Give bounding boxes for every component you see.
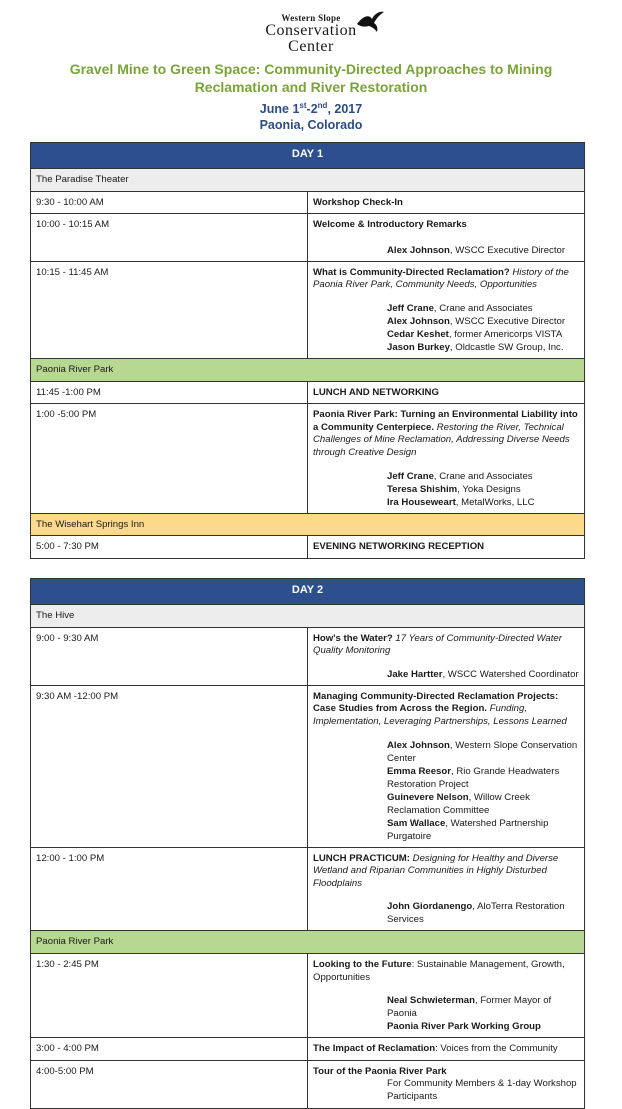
session-cell (308, 381, 585, 404)
org-name-line1: Western Slope (281, 13, 341, 23)
session-cell (308, 627, 585, 685)
day2-header: DAY 2 (31, 579, 585, 605)
table-row (31, 1038, 585, 1061)
venue-row: The Paradise Theater (31, 169, 585, 192)
time-cell: 11:45 -1:00 PM (31, 381, 308, 404)
session-title: Tour of the Paonia River Park (313, 1065, 447, 1077)
time-cell: 5:00 - 7:30 PM (31, 536, 308, 559)
day1-schedule-table (30, 142, 585, 559)
table-row (31, 191, 585, 214)
time-cell: 1:30 - 2:45 PM (31, 953, 308, 1037)
session-cell (308, 847, 585, 931)
table-row (31, 404, 585, 513)
speaker: Cedar Keshet, former Americorps VISTA (387, 328, 563, 340)
session-title: LUNCH PRACTICUM: (313, 852, 410, 864)
venue-row: The Hive (31, 605, 585, 628)
venue-row: Paonia River Park (31, 931, 585, 954)
table-row (31, 953, 585, 1037)
time-cell: 1:00 -5:00 PM (31, 404, 308, 513)
speaker-list (313, 900, 579, 926)
speaker-list (313, 302, 579, 354)
speaker: Sam Wallace, Watershed Partnership Purgatoire (387, 817, 549, 842)
session-cell (308, 536, 585, 559)
speaker-list (313, 244, 579, 257)
time-cell: 4:00-5:00 PM (31, 1060, 308, 1108)
speaker: Neal Schwieterman, Former Mayor of Paonia (387, 995, 552, 1020)
table-row (31, 214, 585, 262)
table-row (31, 261, 585, 358)
day2-schedule-table (30, 578, 585, 1109)
table-row (31, 1060, 585, 1108)
session-cell (308, 953, 585, 1037)
time-cell: 9:00 - 9:30 AM (31, 627, 308, 685)
table-row (31, 381, 585, 404)
session-description: History of the Paonia River Park, Community Needs, Opportunities (313, 266, 569, 291)
session-cell (308, 404, 585, 513)
session-title: EVENING NETWORKING RECEPTION (313, 541, 485, 553)
speaker: Ira Houseweart, MetalWorks, LLC (387, 496, 535, 508)
venue-row: Paonia River Park (31, 358, 585, 381)
session-title: Looking to the Future (313, 958, 412, 970)
session-cell (308, 214, 585, 262)
org-name-line3: Center (288, 38, 334, 55)
day1-header: DAY 1 (31, 143, 585, 169)
session-cell (308, 685, 585, 847)
org-logo (0, 6, 622, 56)
speaker: Alex Johnson, Western Slope Conservation Center (387, 739, 578, 764)
session-description: Designing for Healthy and Diverse Wetland and Riparian Communities in Highly Disturbed Floodplains (313, 852, 559, 889)
speaker: Teresa Shishim, Yoka Designs (387, 483, 521, 495)
speaker-list (313, 470, 579, 509)
date-line: June 1st-2nd, 2017 (259, 101, 363, 117)
speaker: Jeff Crane, Crane and Associates (387, 302, 533, 314)
session-title: LUNCH AND NETWORKING (313, 386, 439, 398)
time-cell: 9:30 - 10:00 AM (31, 191, 308, 214)
session-description: Funding, Implementation, Leveraging Partnerships, Lessons Learned (313, 703, 567, 727)
table-row (31, 536, 585, 559)
location-line: Paonia, Colorado (259, 118, 363, 133)
session-note: For Community Members & 1-day Workshop Participants (387, 1078, 577, 1102)
page-title (0, 60, 622, 96)
session-description: : Voices from the Community (435, 1043, 558, 1055)
session-description: : Sustainable Management, Growth, Opportunities (313, 958, 565, 983)
event-dates (0, 98, 622, 133)
table-row (31, 685, 585, 847)
session-title: Managing Community-Directed Reclamation Projects: Case Studies from Across the Region. (313, 690, 559, 715)
session-title: What is Community-Directed Reclamation? (313, 266, 510, 278)
session-title: The Impact of Reclamation (313, 1043, 436, 1055)
speaker: Guinevere Nelson, Willow Creek Reclamation Committee (387, 791, 530, 816)
session-cell (308, 1038, 585, 1061)
session-title: How's the Water? (313, 632, 393, 644)
speaker-list (313, 994, 579, 1033)
speaker-list (313, 668, 579, 681)
speaker: Jake Hartter, WSCC Watershed Coordinator (387, 668, 579, 680)
org-name-line2: Conservation (265, 22, 357, 39)
session-title: Workshop Check-In (313, 196, 403, 208)
time-cell: 10:00 - 10:15 AM (31, 214, 308, 262)
session-title: Paonia River Park: Turning an Environmental Liability into a Community Centerpiece. (313, 409, 578, 433)
bird-icon (355, 10, 385, 36)
session-description: Restoring the River, Technical Challenges of Mine Reclamation, Addressing Diverse Needs through Creative Design (313, 421, 570, 458)
table-row (31, 627, 585, 685)
speaker: Jason Burkey, Oldcastle SW Group, Inc. (387, 341, 564, 353)
session-cell (308, 261, 585, 358)
speaker: Paonia River Park Working Group (387, 1021, 541, 1033)
time-cell: 9:30 AM -12:00 PM (31, 685, 308, 847)
session-cell (308, 1060, 585, 1108)
session-description: 17 Years of Community-Directed Water Quality Monitoring (313, 632, 562, 657)
speaker-list (313, 739, 579, 843)
speaker: John Giordanengo, AloTerra Restoration Services (387, 901, 565, 926)
session-title: Welcome & Introductory Remarks (313, 219, 467, 231)
title-line2: Reclamation and River Restoration (194, 79, 428, 95)
speaker: Jeff Crane, Crane and Associates (387, 470, 533, 482)
time-cell: 3:00 - 4:00 PM (31, 1038, 308, 1061)
speaker: Alex Johnson, WSCC Executive Director (387, 315, 566, 327)
speaker: Alex Johnson, WSCC Executive Director (387, 244, 566, 256)
title-line1: Gravel Mine to Green Space: Community-Directed Approaches to Mining (69, 61, 553, 77)
time-cell: 10:15 - 11:45 AM (31, 261, 308, 358)
time-cell: 12:00 - 1:00 PM (31, 847, 308, 931)
session-cell (308, 191, 585, 214)
speaker: Emma Reesor, Rio Grande Headwaters Restoration Project (387, 765, 560, 790)
venue-row: The Wisehart Springs Inn (31, 513, 585, 536)
table-row (31, 847, 585, 931)
